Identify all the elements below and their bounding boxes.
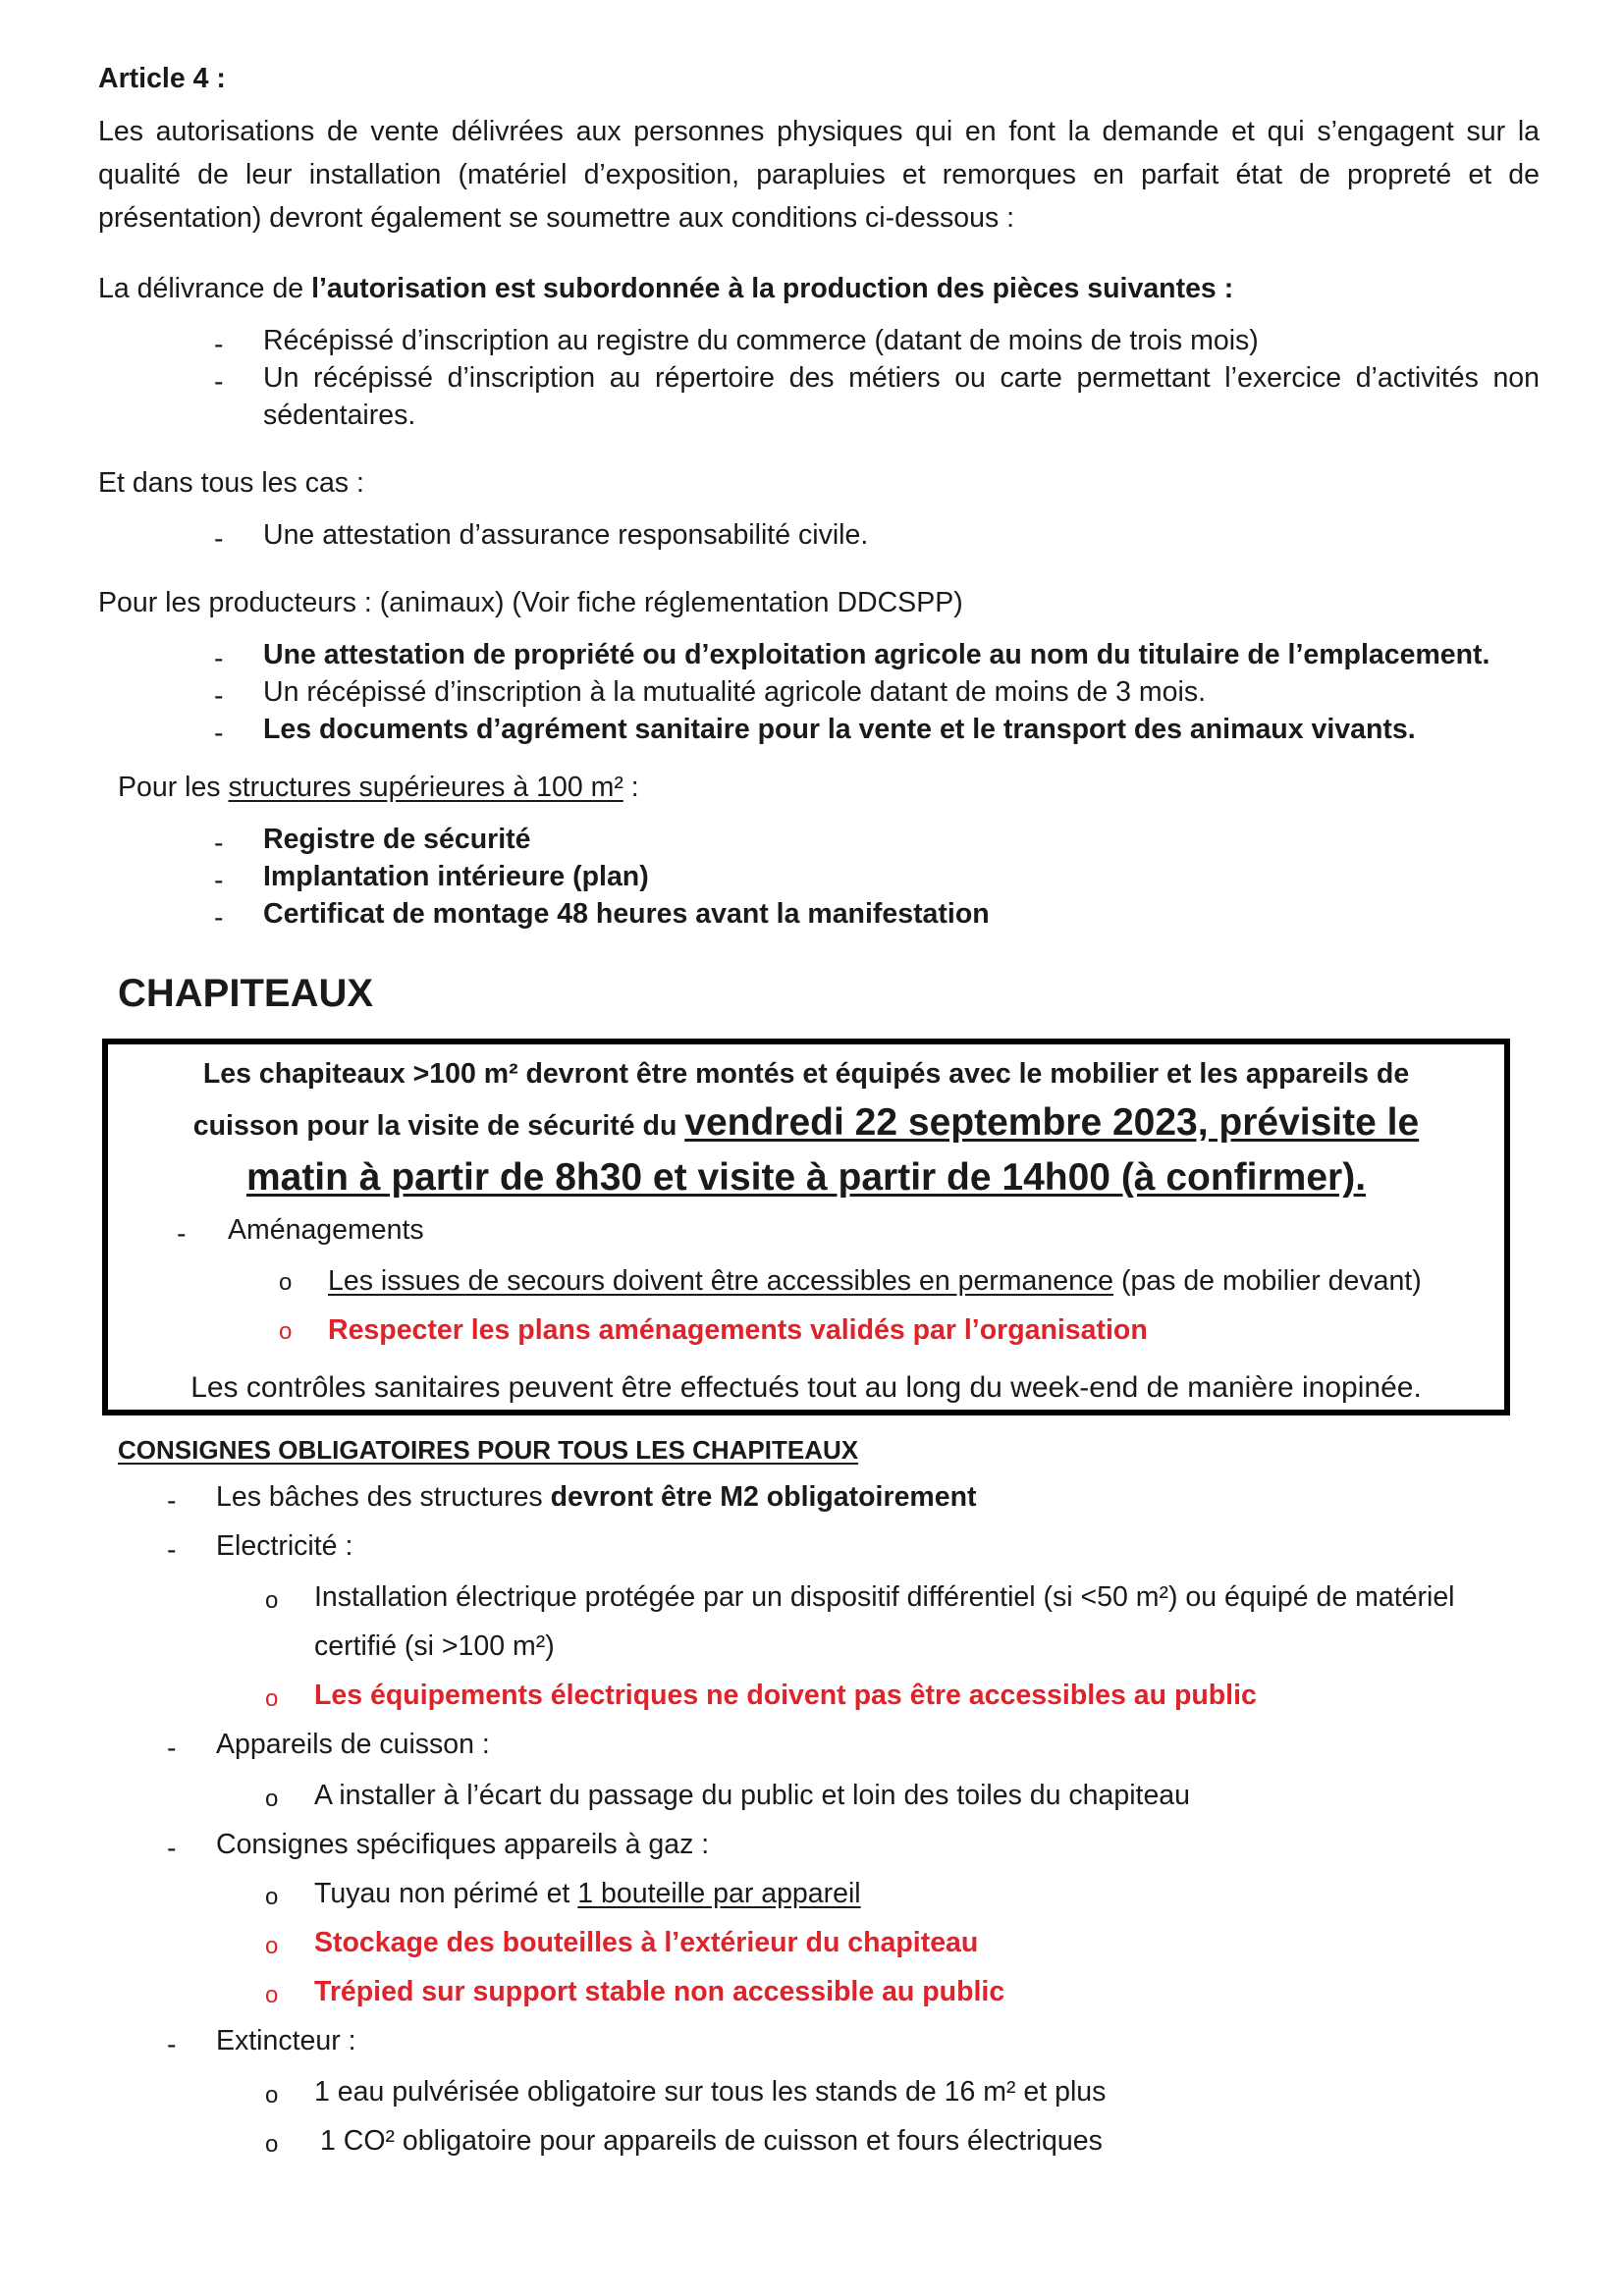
baches-bold: devront être M2 obligatoirement xyxy=(550,1481,977,1513)
list-item: Registre de sécurité xyxy=(263,824,531,855)
structures-prefix: Pour les xyxy=(118,772,229,803)
gaz-item-1-prefix: Tuyau non périmé et xyxy=(314,1878,578,1909)
list-dash: - xyxy=(177,1218,187,1250)
bullet-ring: o xyxy=(265,2082,279,2109)
list-item: Une attestation d’assurance responsabilité civile. xyxy=(263,519,869,551)
amenagements-label: Aménagements xyxy=(228,1214,424,1246)
notice-line-1: Les chapiteaux >100 m² devront être montés et équipés avec le mobilier et les appareils de xyxy=(202,1058,1410,1090)
elec-item-1-line-2: certifié (si >100 m²) xyxy=(314,1630,555,1662)
list-dash: - xyxy=(214,329,224,360)
bullet-ring: o xyxy=(265,2131,279,2158)
delivery-prefix: La délivrance de xyxy=(98,273,312,304)
issues-secours-rest: (pas de mobilier devant) xyxy=(1113,1265,1422,1297)
list-dash: - xyxy=(214,902,224,934)
gaz-item-3: Trépied sur support stable non accessible au public xyxy=(314,1976,1005,2007)
list-dash: - xyxy=(167,1485,177,1517)
bullet-ring: o xyxy=(265,1786,279,1812)
ext-item-2: 1 CO² obligatoire pour appareils de cuisson et fours électriques xyxy=(320,2125,1103,2157)
elec-item-2: Les équipements électriques ne doivent pas être accessibles au public xyxy=(314,1680,1257,1711)
producers-label: Pour les producteurs : (animaux) (Voir fiche réglementation DDCSPP) xyxy=(98,587,963,618)
notice-line-2-prefix: cuisson pour la visite de sécurité du xyxy=(192,1110,685,1142)
list-dash: - xyxy=(214,680,224,712)
baches-prefix: Les bâches des structures xyxy=(216,1481,551,1513)
gaz-item-1-underlined: 1 bouteille par appareil xyxy=(577,1878,861,1909)
structures-suffix: : xyxy=(623,772,639,803)
bullet-ring: o xyxy=(265,1982,279,2008)
list-dash: - xyxy=(167,1833,177,1864)
electricite-label: Electricité : xyxy=(216,1530,353,1562)
list-item: Implantation intérieure (plan) xyxy=(263,861,649,892)
article-title: Article 4 : xyxy=(98,63,226,94)
list-dash: - xyxy=(214,718,224,749)
list-dash: - xyxy=(214,828,224,859)
list-item: Une attestation de propriété ou d’exploitation agricole au nom du titulaire de l’emplacement. xyxy=(263,639,1490,670)
delivery-bold: l’autorisation est subordonnée à la production des pièces suivantes : xyxy=(311,273,1234,304)
bullet-ring: o xyxy=(279,1269,293,1296)
notice-date: vendredi 22 septembre 2023, prévisite le xyxy=(684,1101,1420,1144)
structures-underlined: structures supérieures à 100 m² xyxy=(228,772,623,803)
structures-line xyxy=(118,766,639,809)
all-cases-label: Et dans tous les cas : xyxy=(98,467,364,499)
list-dash: - xyxy=(214,523,224,555)
list-dash: - xyxy=(214,643,224,674)
list-item: Les documents d’agrément sanitaire pour la vente et le transport des animaux vivants. xyxy=(263,714,1416,745)
issues-secours-text: Les issues de secours doivent être accessibles en permanence xyxy=(328,1265,1114,1297)
gaz-label: Consignes spécifiques appareils à gaz : xyxy=(216,1829,710,1860)
amenagement-item-1 xyxy=(328,1262,1422,1300)
list-item: Un récépissé d’inscription au répertoire des métiers ou carte permettant l’exercice d’activités non sédentaires. xyxy=(263,362,1540,431)
amenagement-item-2: Respecter les plans aménagements validés par l’organisation xyxy=(328,1314,1148,1346)
bullet-ring: o xyxy=(279,1318,293,1345)
baches-item xyxy=(216,1478,977,1516)
bullet-ring: o xyxy=(265,1587,279,1614)
cuisson-label: Appareils de cuisson : xyxy=(216,1729,490,1760)
chapiteaux-heading: CHAPITEAUX xyxy=(118,972,374,1015)
notice-line-2 xyxy=(108,1095,1504,1158)
elec-item-1-line-1: Installation électrique protégée par un dispositif différentiel (si <50 m²) ou équipé de matériel xyxy=(314,1581,1455,1613)
delivery-line xyxy=(98,267,1233,310)
gaz-item-2: Stockage des bouteilles à l’extérieur du chapiteau xyxy=(314,1927,979,1958)
gaz-item-1 xyxy=(314,1875,861,1912)
bullet-ring: o xyxy=(265,1884,279,1910)
notice-line-3: matin à partir de 8h30 et visite à partir de 14h00 (à confirmer). xyxy=(245,1156,1367,1199)
list-item: Un récépissé d’inscription à la mutualité agricole datant de moins de 3 mois. xyxy=(263,676,1206,708)
notice-footer: Les contrôles sanitaires peuvent être effectués tout au long du week-end de manière inopinée. xyxy=(190,1371,1422,1404)
article-intro: Les autorisations de vente délivrées aux personnes physiques qui en font la demande et qui s’engagent sur la qualité de leur installation (matériel d’exposition, parapluies et remorques en parfait état de propreté et de présentation) devront également se soumettre aux conditions ci-dessous : xyxy=(98,116,1540,234)
extincteur-label: Extincteur : xyxy=(216,2025,356,2056)
bullet-ring: o xyxy=(265,1685,279,1712)
list-dash: - xyxy=(167,1733,177,1764)
list-item: Récépissé d’inscription au registre du commerce (datant de moins de trois mois) xyxy=(263,325,1259,356)
list-dash: - xyxy=(214,366,224,398)
bullet-ring: o xyxy=(265,1933,279,1959)
consignes-heading: CONSIGNES OBLIGATOIRES POUR TOUS LES CHAPITEAUX xyxy=(118,1435,859,1465)
cuisson-item-1: A installer à l’écart du passage du public et loin des toiles du chapiteau xyxy=(314,1780,1190,1811)
list-dash: - xyxy=(167,2029,177,2060)
list-dash: - xyxy=(167,1534,177,1566)
ext-item-1: 1 eau pulvérisée obligatoire sur tous les stands de 16 m² et plus xyxy=(314,2076,1107,2108)
list-dash: - xyxy=(214,865,224,896)
list-item: Certificat de montage 48 heures avant la manifestation xyxy=(263,898,990,930)
